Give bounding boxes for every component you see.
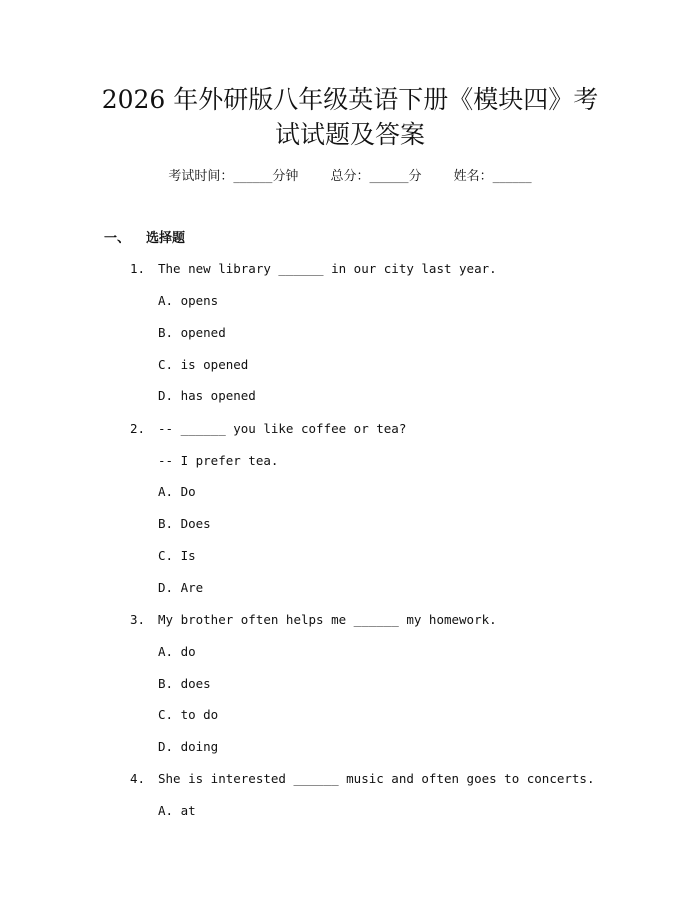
answer-option: B. does [158, 676, 211, 691]
student-name-field: 姓名：______ [453, 169, 532, 184]
question-number: 4. [130, 771, 146, 786]
section-heading [104, 229, 185, 249]
question-stem: The new library ______ in our city last year. [158, 261, 497, 276]
question-stem: She is interested ______ music and often goes to concerts. [158, 771, 595, 786]
question-stem: -- ______ you like coffee or tea? [158, 421, 407, 436]
answer-option: A. at [158, 803, 196, 818]
exam-title-line-1: 2026 年外研版八年级英语下册《模块四》考 [101, 85, 599, 114]
answer-option: A. do [158, 644, 196, 659]
answer-option: A. Do [158, 484, 196, 499]
answer-option: D. doing [158, 739, 219, 754]
answer-option: C. to do [158, 707, 219, 722]
question-number: 2. [130, 421, 146, 436]
answer-option: A. opens [158, 293, 219, 308]
answer-option: B. Does [158, 516, 211, 531]
exam-meta [0, 167, 700, 187]
section-title: 选择题 [146, 231, 186, 246]
question-number: 1. [130, 261, 146, 276]
exam-time-field: 考试时间：______分钟 [168, 169, 299, 184]
question-number: 3. [130, 612, 146, 627]
exam-title-line-2: 试试题及答案 [274, 120, 425, 149]
answer-option: D. Are [158, 580, 204, 595]
total-score-field: 总分：______分 [330, 169, 422, 184]
answer-option: C. Is [158, 548, 196, 563]
section-number: 一、 [104, 231, 131, 246]
question-stem: My brother often helps me ______ my homework. [158, 612, 497, 627]
question-stem: -- I prefer tea. [158, 453, 279, 468]
answer-option: B. opened [158, 325, 226, 340]
answer-option: D. has opened [158, 388, 256, 403]
answer-option: C. is opened [158, 357, 249, 372]
